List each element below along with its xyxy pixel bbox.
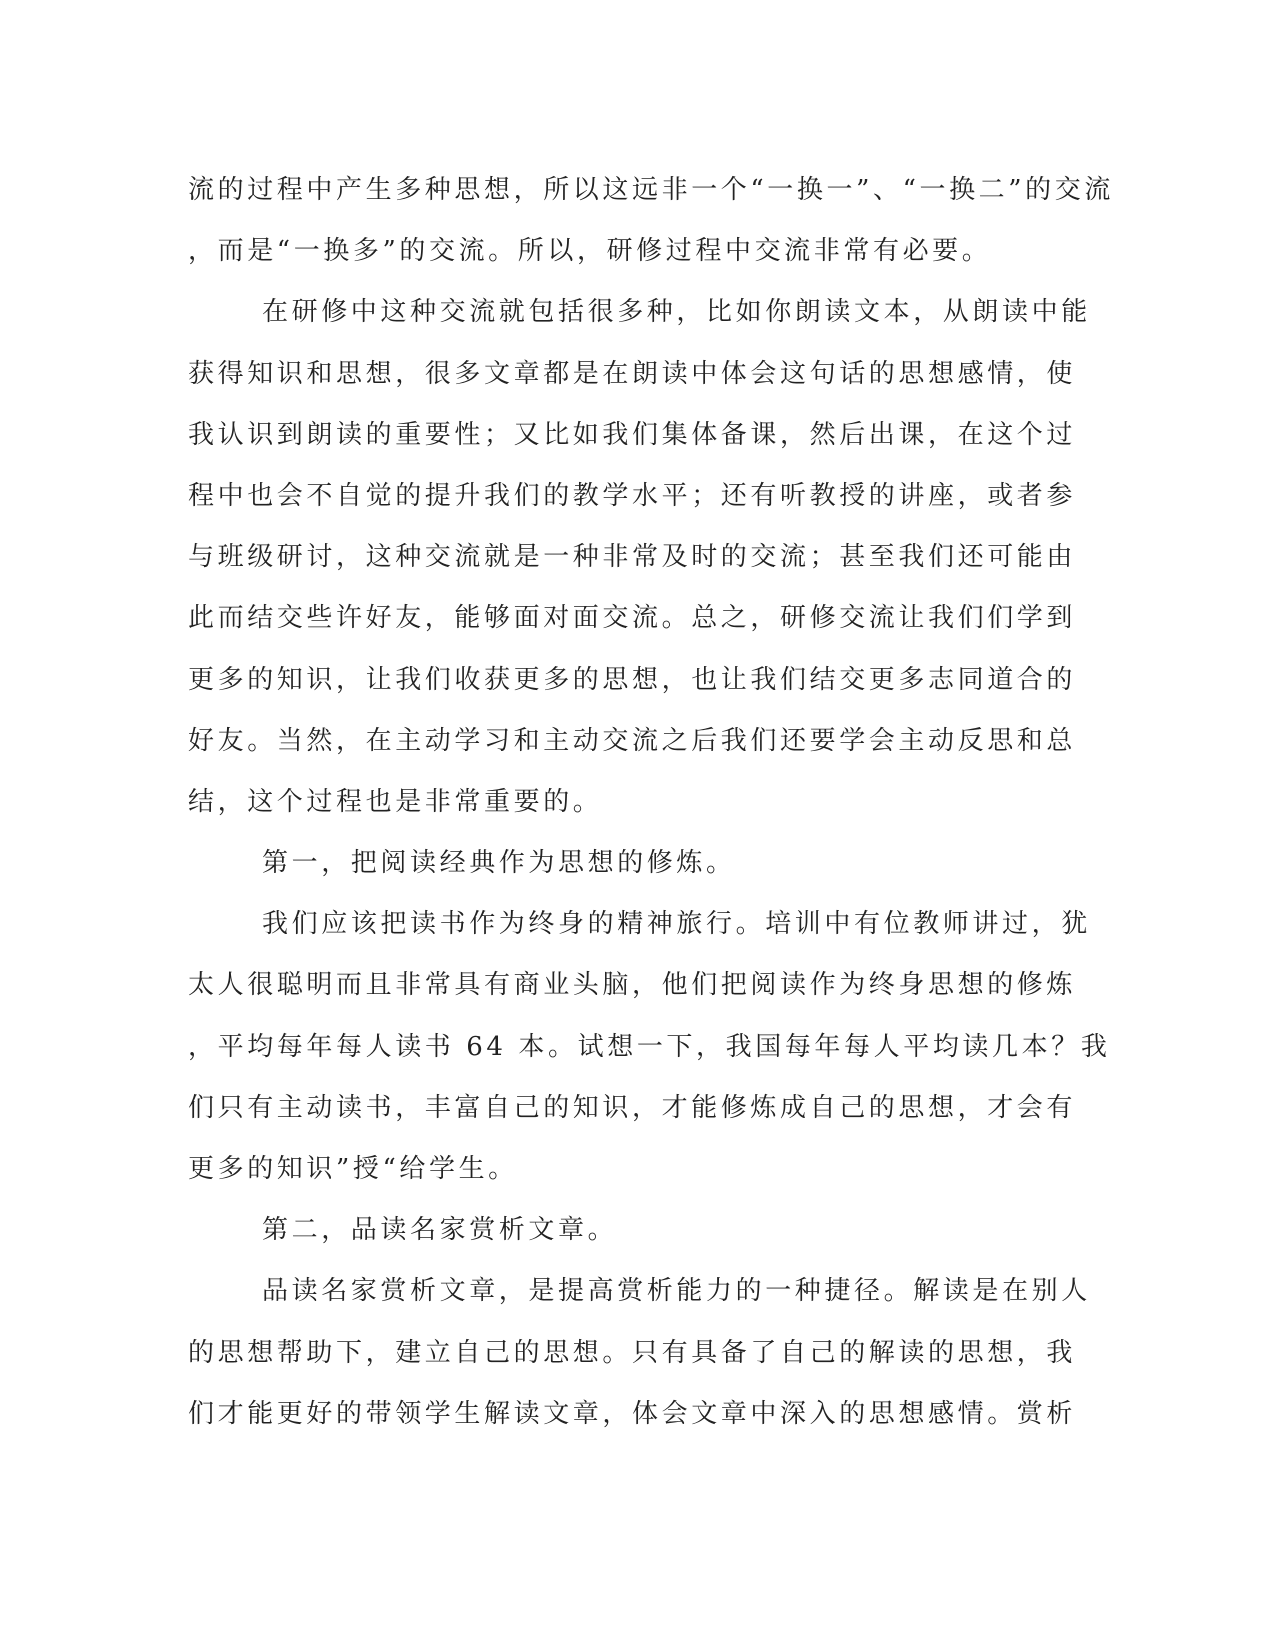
text-line: 与班级研讨，这种交流就是一种非常及时的交流；甚至我们还可能由 — [188, 542, 1077, 573]
text-line: 太人很聪明而且非常具有商业头脑，他们把阅读作为终身思想的修炼 — [188, 970, 1077, 1001]
text-line: 的思想帮助下，建立自己的思想。只有具备了自己的解读的思想，我 — [188, 1337, 1077, 1368]
text-line: 结，这个过程也是非常重要的。 — [188, 786, 603, 817]
text-line: 好友。当然，在主动学习和主动交流之后我们还要学会主动反思和总 — [188, 725, 1077, 756]
text-line: ，而是“一换多”的交流。所以，研修过程中交流非常有必要。 — [188, 236, 992, 267]
text-line: 更多的知识”授“给学生。 — [188, 1154, 518, 1184]
text-line: 们才能更好的带领学生解读文章，体会文章中深入的思想感情。赏析 — [188, 1398, 1077, 1429]
text-line: 们只有主动读书，丰富自己的知识，才能修炼成自己的思想，才会有 — [188, 1092, 1077, 1123]
text-line: 品读名家赏析文章，是提高赏析能力的一种捷径。解读是在别人 — [262, 1276, 1091, 1307]
text-line: 在研修中这种交流就包括很多种，比如你朗读文本，从朗读中能 — [262, 297, 1091, 328]
text-line: 第一，把阅读经典作为思想的修炼。 — [262, 848, 736, 879]
text-line: 流的过程中产生多种思想，所以这远非一个“一换一”、“一换二”的交流 — [188, 175, 1114, 205]
text-line: 我认识到朗读的重要性；又比如我们集体备课，然后出课，在这个过 — [188, 419, 1077, 450]
text-line: 我们应该把读书作为终身的精神旅行。培训中有位教师讲过，犹 — [262, 909, 1091, 940]
text-line: 此而结交些许好友，能够面对面交流。总之，研修交流让我们们学到 — [188, 603, 1077, 634]
text-line: 获得知识和思想，很多文章都是在朗读中体会这句话的思想感情，使 — [188, 358, 1077, 389]
body-text — [188, 160, 1114, 1445]
text-line: ，平均每年每人读书 64 本。试想一下，我国每年每人平均读几本？我 — [188, 1031, 1111, 1062]
text-line: 更多的知识，让我们收获更多的思想，也让我们结交更多志同道合的 — [188, 664, 1077, 695]
text-line: 第二，品读名家赏析文章。 — [262, 1215, 618, 1246]
text-line: 程中也会不自觉的提升我们的教学水平；还有听教授的讲座，或者参 — [188, 480, 1077, 511]
